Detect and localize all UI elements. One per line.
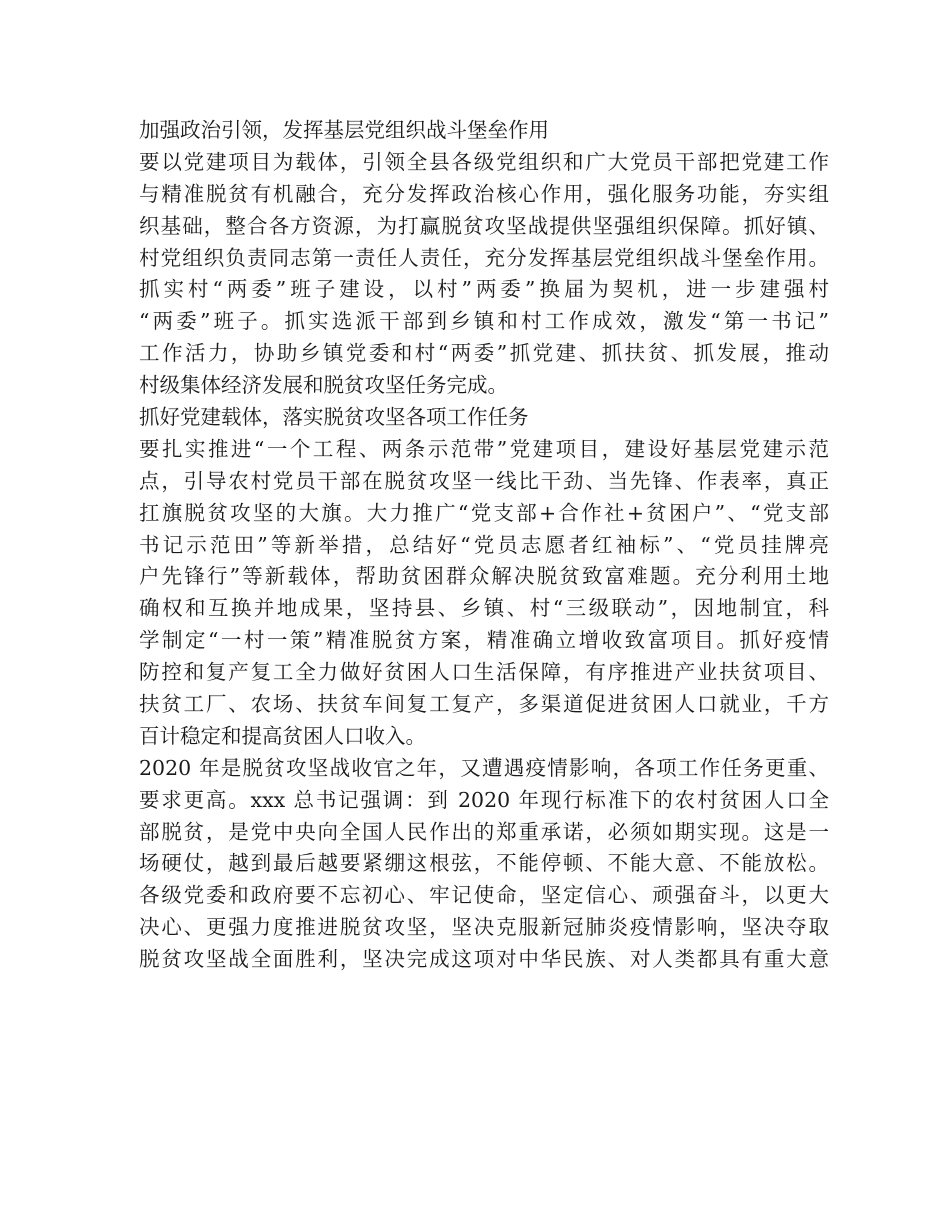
text-line: 抓好党建载体，落实脱贫攻坚各项工作任务 xyxy=(139,405,529,430)
text-line: 工作活力，协助乡镇党委和村“两委”抓党建、抓扶贫、抓发展，推动 xyxy=(139,341,829,366)
text-line: 确权和互换并地成果，坚持县、乡镇、村“三级联动”，因地制宜，科 xyxy=(139,596,829,621)
text-line: 百计稳定和提高贫困人口收入。 xyxy=(139,723,426,748)
text-line: 扛旗脱贫攻坚的大旗。大力推广“党支部+合作社+贫困户”、“党支部 xyxy=(139,500,829,525)
text-line: 加强政治引领，发挥基层党组织战斗堡垒作用 xyxy=(139,118,549,142)
text-line: 书记示范田”等新举措，总结好“党员志愿者红袖标”、“党员挂牌亮 xyxy=(139,532,829,557)
text-line: 部脱贫，是党中央向全国人民作出的郑重承诺，必须如期实现。这是一 xyxy=(139,819,829,844)
text-line: 村级集体经济发展和脱贫攻坚任务完成。 xyxy=(139,373,508,398)
text-line: 织基础，整合各方资源，为打赢脱贫攻坚战提供坚强组织保障。抓好镇、 xyxy=(139,213,829,238)
text-line: 各级党委和政府要不忘初心、牢记使命，坚定信心、顽强奋斗，以更大 xyxy=(139,883,829,908)
text-line: 抓实村“两委”班子建设，以村”两委”换届为契机，进一步建强村 xyxy=(139,277,829,302)
text-line: 要求更高。xxx 总书记强调：到 2020 年现行标准下的农村贫困人口全 xyxy=(139,787,829,812)
text-line: 防控和复产复工全力做好贫困人口生活保障，有序推进产业扶贫项目、 xyxy=(139,660,829,685)
document-page xyxy=(139,115,829,976)
text-line: 要以党建项目为载体，引领全县各级党组织和广大党员干部把党建工作 xyxy=(139,149,829,174)
text-line: 村党组织负责同志第一责任人责任，充分发挥基层党组织战斗堡垒作用。 xyxy=(139,245,829,270)
text-line: 场硬仗，越到最后越要紧绷这根弦，不能停顿、不能大意、不能放松。 xyxy=(139,851,829,876)
text-line: 脱贫攻坚战全面胜利，坚决完成这项对中华民族、对人类都具有重大意 xyxy=(139,947,829,972)
text-line: 要扎实推进“一个工程、两条示范带”党建项目，建设好基层党建示范 xyxy=(139,436,829,461)
text-line: 决心、更强力度推进脱贫攻坚，坚决克服新冠肺炎疫情影响，坚决夺取 xyxy=(139,915,829,940)
text-line: 扶贫工厂、农场、扶贫车间复工复产，多渠道促进贫困人口就业，千方 xyxy=(139,692,829,717)
text-line: 与精准脱贫有机融合，充分发挥政治核心作用，强化服务功能，夯实组 xyxy=(139,181,829,206)
text-line: 2020 年是脱贫攻坚战收官之年，又遭遇疫情影响，各项工作任务更重、 xyxy=(139,755,829,780)
text-line: 学制定“一村一策”精准脱贫方案，精准确立增收致富项目。抓好疫情 xyxy=(139,628,829,653)
text-line: 户先锋行”等新载体，帮助贫困群众解决脱贫致富难题。充分利用土地 xyxy=(139,564,829,589)
text-line: “两委”班子。抓实选派干部到乡镇和村工作成效，激发“第一书记” xyxy=(139,309,829,334)
text-line: 点，引导农村党员干部在脱贫攻坚一线比干劲、当先锋、作表率，真正 xyxy=(139,468,829,493)
